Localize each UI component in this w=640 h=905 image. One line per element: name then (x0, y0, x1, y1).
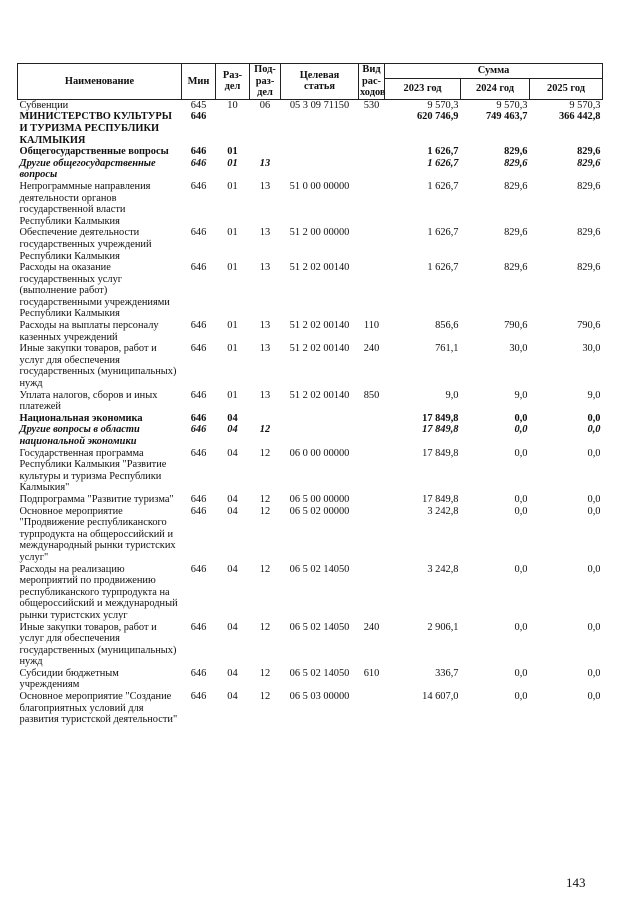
header-podrazdel: Под- раз- дел (250, 64, 281, 100)
row-ministry-code: 646 (190, 157, 207, 169)
row-amount-2023: 9,0 (445, 389, 459, 401)
row-amount-2025: 0,0 (587, 667, 601, 679)
row-expense-type (359, 158, 385, 181)
row-amount-2025: 0,0 (587, 493, 601, 505)
row-ministry-code: 646 (190, 227, 207, 239)
row-name: Иные закупки товаров, работ и услуг для обеспечения государственных (муниципальных) нужд (19, 621, 177, 668)
row-section-code (216, 111, 250, 146)
row-amount-2024: 0,0 (514, 412, 528, 424)
row-section-code: 04 (227, 505, 238, 517)
row-section-code: 04 (227, 667, 238, 679)
row-section-code: 04 (227, 691, 238, 703)
row-name: Общегосударственные вопросы (19, 146, 169, 158)
row-amount-2023: 3 242,8 (427, 505, 459, 517)
row-expense-type (359, 506, 385, 564)
row-amount-2025: 0,0 (587, 621, 601, 633)
row-amount-2023: 17 849,8 (422, 447, 459, 459)
table-body (18, 99, 603, 726)
row-ministry-code: 646 (190, 621, 207, 633)
row-target-article (281, 413, 359, 425)
row-target-article (281, 146, 359, 158)
row-amount-2024: 30,0 (509, 343, 528, 355)
row-amount-2025: 30,0 (582, 343, 601, 355)
table-row (18, 343, 603, 389)
table-row (18, 111, 603, 146)
row-target-article: 06 5 03 00000 (289, 691, 350, 703)
row-target-article: 51 0 00 00000 (289, 180, 350, 192)
row-ministry-code: 646 (190, 146, 207, 158)
row-name: Основное мероприятие "Создание благоприятных условий для развития туристской деятельности" (19, 691, 178, 726)
table-row (18, 668, 603, 691)
row-ministry-code: 646 (190, 262, 207, 274)
row-ministry-code: 646 (190, 180, 207, 192)
row-amount-2024: 9 570,3 (496, 99, 528, 111)
row-subsection-code: 13 (259, 320, 271, 332)
row-subsection-code: 12 (259, 691, 271, 703)
row-subsection-code: 13 (259, 157, 271, 169)
row-amount-2025: 0,0 (587, 424, 601, 436)
row-ministry-code: 645 (190, 99, 207, 111)
row-amount-2023: 620 746,9 (416, 111, 459, 123)
row-section-code: 04 (227, 412, 238, 424)
row-ministry-code: 646 (190, 424, 207, 436)
row-name: Другие вопросы в области национальной экономики (19, 424, 140, 447)
row-target-article: 06 5 02 14050 (289, 667, 350, 679)
row-target-article: 51 2 02 00140 (289, 262, 350, 274)
row-amount-2025: 0,0 (587, 505, 601, 517)
table-row (18, 99, 603, 111)
row-section-code: 10 (227, 99, 238, 111)
table-row (18, 262, 603, 320)
row-subsection-code: 12 (259, 447, 271, 459)
row-amount-2023: 9 570,3 (427, 99, 459, 111)
row-ministry-code: 646 (190, 389, 207, 401)
row-amount-2023: 1 626,7 (427, 227, 459, 239)
row-target-article (281, 158, 359, 181)
row-amount-2024: 9,0 (514, 389, 528, 401)
row-amount-2023: 17 849,8 (422, 412, 459, 424)
header-expense-type: Вид рас- ходов (360, 64, 386, 99)
row-name: Расходы на реализацию мероприятий по продвижению республиканского турпродукта на общероссийский и международный рынки туристских услуг (19, 563, 178, 621)
table-row (18, 494, 603, 506)
row-name: Расходы на оказание государственных услуг (выполнение работ) государственными учреждениями Республики Калмыкия (19, 262, 170, 320)
row-target-article: 51 2 02 00140 (289, 389, 350, 401)
row-ministry-code: 646 (190, 667, 207, 679)
row-subsection-code: 13 (259, 262, 271, 274)
budget-table-container (17, 63, 602, 726)
row-subsection-code: 12 (259, 621, 271, 633)
row-ministry-code: 646 (190, 563, 207, 575)
row-name: Подпрограмма "Развитие туризма" (19, 493, 174, 505)
row-amount-2023: 1 626,7 (427, 180, 459, 192)
row-ministry-code: 646 (190, 412, 207, 424)
row-subsection-code: 12 (259, 505, 271, 517)
row-section-code: 04 (227, 424, 238, 436)
row-section-code: 01 (227, 157, 238, 169)
row-amount-2025: 790,6 (577, 320, 601, 332)
row-name: Национальная экономика (19, 412, 143, 424)
row-name: Другие общегосударственные вопросы (19, 157, 156, 181)
row-ministry-code: 646 (190, 447, 207, 459)
row-ministry-code: 646 (190, 343, 207, 355)
header-min: Мин (182, 64, 216, 100)
header-year-2023: 2023 год (385, 79, 461, 100)
row-name: Государственная программа Республики Калмыкия "Развитие культуры и туризма Республики Калмыкия" (19, 447, 167, 494)
row-section-code: 01 (227, 262, 238, 274)
row-subsection-code: 13 (259, 180, 271, 192)
row-subsection-code: 06 (259, 99, 271, 111)
row-ministry-code: 646 (190, 111, 207, 123)
row-amount-2025: 0,0 (587, 412, 601, 424)
row-amount-2024: 0,0 (514, 447, 528, 459)
budget-table (17, 63, 603, 726)
row-subsection-code: 13 (259, 227, 271, 239)
row-amount-2025: 366 442,8 (558, 111, 601, 123)
row-subsection-code (250, 413, 281, 425)
row-name: Уплата налогов, сборов и иных платежей (19, 389, 158, 413)
row-amount-2025: 829,6 (577, 180, 601, 192)
row-amount-2025: 0,0 (587, 691, 601, 703)
row-subsection-code: 12 (259, 667, 271, 679)
row-expense-type (359, 494, 385, 506)
row-amount-2025: 0,0 (587, 447, 601, 459)
row-name: Расходы на выплаты персоналу казенных учреждений (19, 320, 159, 343)
row-expense-type: 240 (363, 621, 380, 633)
row-subsection-code: 12 (259, 563, 271, 575)
row-amount-2024: 829,6 (504, 227, 528, 239)
row-name: Непрограммные направления деятельности органов государственной власти Республики Калмыкия (19, 180, 151, 227)
row-expense-type (359, 146, 385, 158)
row-section-code: 01 (227, 180, 238, 192)
row-expense-type (359, 227, 385, 262)
row-target-article (281, 111, 359, 146)
row-amount-2025: 829,6 (577, 262, 601, 274)
row-expense-type (359, 262, 385, 320)
row-ministry-code: 646 (190, 505, 207, 517)
row-amount-2024: 0,0 (514, 424, 528, 436)
row-section-code: 04 (227, 493, 238, 505)
row-target-article (281, 424, 359, 447)
row-amount-2024: 0,0 (514, 667, 528, 679)
row-expense-type (359, 424, 385, 447)
row-expense-type: 240 (363, 343, 380, 355)
row-amount-2025: 829,6 (577, 146, 601, 158)
header-year-2025: 2025 год (530, 79, 603, 100)
row-expense-type (359, 564, 385, 622)
header-razdel: Раз- дел (216, 64, 250, 100)
row-amount-2024: 0,0 (514, 621, 528, 633)
row-expense-type: 530 (363, 99, 380, 111)
row-expense-type: 110 (363, 320, 380, 332)
row-amount-2023: 1 626,7 (427, 146, 459, 158)
row-amount-2025: 9 570,3 (569, 99, 601, 111)
row-target-article: 06 0 00 00000 (289, 447, 350, 459)
row-amount-2024: 0,0 (514, 493, 528, 505)
row-subsection-code (250, 146, 281, 158)
row-amount-2023: 3 242,8 (427, 563, 459, 575)
table-row (18, 622, 603, 668)
table-row (18, 146, 603, 158)
table-row (18, 181, 603, 227)
table-row (18, 424, 603, 447)
row-amount-2024: 829,6 (504, 157, 528, 169)
row-amount-2023: 17 849,8 (422, 424, 459, 436)
row-name: Иные закупки товаров, работ и услуг для обеспечения государственных (муниципальных) нужд (19, 343, 177, 390)
row-amount-2023: 1 626,7 (427, 262, 459, 274)
row-amount-2024: 790,6 (504, 320, 528, 332)
row-amount-2023: 336,7 (435, 667, 459, 679)
row-name: МИНИСТЕРСТВО КУЛЬТУРЫ И ТУРИЗМА РЕСПУБЛИКИ КАЛМЫКИЯ (19, 111, 172, 146)
row-amount-2024: 829,6 (504, 180, 528, 192)
row-amount-2023: 14 607,0 (422, 691, 459, 703)
row-amount-2025: 829,6 (577, 157, 601, 169)
row-section-code: 04 (227, 563, 238, 575)
row-subsection-code: 12 (259, 493, 271, 505)
row-section-code: 01 (227, 146, 238, 158)
table-row (18, 691, 603, 726)
row-section-code: 01 (227, 227, 238, 239)
table-row (18, 158, 603, 181)
row-name: Основное мероприятие "Продвижение республиканского турпродукта на общероссийский и международный рынки туристских услуг" (19, 505, 176, 563)
row-amount-2023: 1 626,7 (427, 157, 459, 169)
row-target-article: 06 5 02 14050 (289, 621, 350, 633)
header-name: Наименование (18, 64, 182, 100)
table-row (18, 320, 603, 343)
row-subsection-code: 13 (259, 343, 271, 355)
row-amount-2024: 0,0 (514, 505, 528, 517)
row-amount-2025: 9,0 (587, 389, 601, 401)
row-amount-2023: 761,1 (435, 343, 459, 355)
row-expense-type (359, 181, 385, 227)
row-expense-type: 610 (363, 667, 380, 679)
table-row (18, 390, 603, 413)
row-subsection-code (250, 111, 281, 146)
row-ministry-code: 646 (190, 691, 207, 703)
row-expense-type (359, 111, 385, 146)
row-expense-type (359, 413, 385, 425)
row-target-article: 05 3 09 71150 (289, 99, 350, 111)
row-amount-2024: 0,0 (514, 691, 528, 703)
header-year-2024: 2024 год (461, 79, 530, 100)
row-target-article: 06 5 00 00000 (289, 493, 350, 505)
row-ministry-code: 646 (190, 493, 207, 505)
row-expense-type: 850 (363, 389, 380, 401)
row-target-article: 51 2 02 00140 (289, 343, 350, 355)
page-number: 143 (566, 875, 586, 890)
row-ministry-code: 646 (190, 320, 207, 332)
row-target-article: 51 2 00 00000 (289, 227, 350, 239)
row-amount-2023: 17 849,8 (422, 493, 459, 505)
row-amount-2024: 749 463,7 (485, 111, 528, 123)
row-subsection-code: 13 (259, 389, 271, 401)
row-amount-2024: 0,0 (514, 563, 528, 575)
header-target-article: Целевая статья (281, 64, 359, 100)
row-target-article: 06 5 02 14050 (289, 563, 350, 575)
table-row (18, 506, 603, 564)
row-amount-2024: 829,6 (504, 146, 528, 158)
table-row (18, 413, 603, 425)
row-target-article: 51 2 02 00140 (289, 320, 350, 332)
row-subsection-code: 12 (259, 424, 271, 436)
row-name: Обеспечение деятельности государственных учреждений Республики Калмыкия (19, 227, 152, 262)
row-target-article: 06 5 02 00000 (289, 505, 350, 517)
row-section-code: 01 (227, 343, 238, 355)
row-section-code: 04 (227, 447, 238, 459)
row-amount-2024: 829,6 (504, 262, 528, 274)
header-sum: Сумма (385, 64, 603, 79)
row-amount-2025: 829,6 (577, 227, 601, 239)
row-amount-2025: 0,0 (587, 563, 601, 575)
row-amount-2023: 2 906,1 (427, 621, 459, 633)
row-expense-type (359, 448, 385, 494)
table-row (18, 564, 603, 622)
row-name: Субвенции (19, 99, 69, 111)
table-header (18, 64, 603, 100)
row-section-code: 04 (227, 621, 238, 633)
table-row (18, 448, 603, 494)
row-amount-2023: 856,6 (435, 320, 459, 332)
row-expense-type (359, 691, 385, 726)
table-row (18, 227, 603, 262)
row-name: Субсидии бюджетным учреждениям (19, 667, 119, 691)
row-section-code: 01 (227, 389, 238, 401)
row-section-code: 01 (227, 320, 238, 332)
